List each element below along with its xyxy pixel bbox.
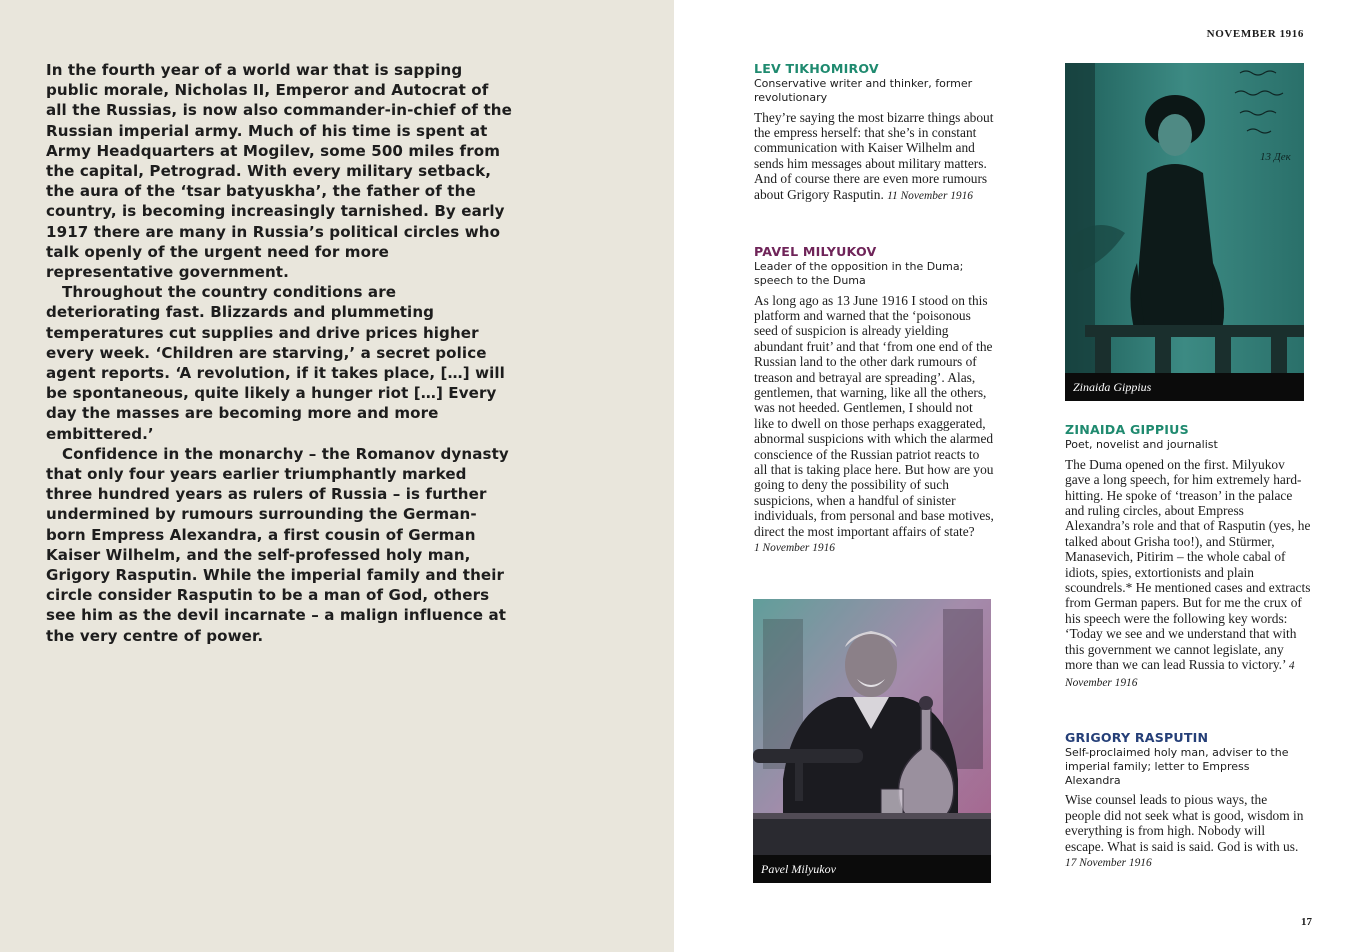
entry-date: 4 November 1916 bbox=[1065, 660, 1295, 690]
quote-text: The Duma opened on the first. Milyukov gave a long speech, for him extremely hard-hitting. He spoke of ‘treason’ in the palace and ruling circles, about Empress Alexandra’s role and that of Rasputin (yes, he talked about Grisha too!), and Stürmer, Manasevich, Pitirim – the whole cabal of idiots, spies, extortionists and plain scoundrels.* He mentioned cases and extracts from German papers. But for me the crux of his speech were the following key words: ‘Today we see and we understand that with this government we cannot legislate, any more than we can lead Russia to victory.’ bbox=[1065, 456, 1311, 673]
right-page bbox=[674, 0, 1348, 952]
running-head: NOVEMBER 1916 bbox=[1206, 28, 1304, 40]
intro-paragraph: In the fourth year of a world war that is sapping public morale, Nicholas II, Emperor and Autocrat of all the Russias, is now also commander-in-chief of the Russian imperial army. Much of his time is spent at Army Headquarters at Mogilev, some 500 miles from the capital, Petrograd. With every military setback, the aura of the ‘tsar batyuskha’, the father of the country, is becoming increasingly tarnished. By early 1917 there are many in Russia’s political circles who talk openly of the urgent need for more representative government. bbox=[46, 61, 512, 282]
photo-inscription: 13 Дек bbox=[1260, 151, 1291, 163]
entry-role: Poet, novelist and journalist bbox=[1065, 438, 1218, 451]
quote-text: As long ago as 13 June 1916 I stood on this platform and warned that the ‘poisonous seed of suspicion is already yielding abundant fruit’ and that ‘from one end of the Russian land to the other dark rumours of treason and betrayal are spreading’. Alas, gentlemen, that warning, like all the others, was not heeded. Gentlemen, I should not like to dwell on those perhaps exaggerated, abnormal suspicions with which the alarmed conscience of the Russian patriot reacts to all that is taking place here. But how are you going to deny the possibility of such suspicions, when a handful of sinister individuals, from personal and base motives, direct the most important affairs of state? bbox=[754, 292, 994, 539]
milyukov-photo-image bbox=[753, 599, 991, 883]
entry-quote bbox=[754, 293, 994, 557]
entry-gippius bbox=[1065, 422, 1311, 692]
entry-date: 17 November 1916 bbox=[1065, 857, 1152, 870]
photo-milyukov bbox=[753, 599, 991, 883]
page-number: 17 bbox=[1301, 916, 1312, 928]
intro-paragraph: Throughout the country conditions are deteriorating fast. Blizzards and plummeting temperatures cut supplies and drive prices higher every week. ‘Children are starving,’ a secret police agent reports. ‘A revolution, if it takes place, […] will be spontaneous, quite likely a hunger riot […] Every day the masses are becoming more and more embittered.’ bbox=[46, 283, 505, 443]
entry-quote bbox=[1065, 457, 1311, 692]
entry-role: Self-proclaimed holy man, adviser to the imperial family; letter to Empress Alexandra bbox=[1065, 746, 1289, 787]
entry-role: Conservative writer and thinker, former revolutionary bbox=[754, 77, 973, 104]
entry-milyukov bbox=[754, 244, 994, 557]
gippius-photo-image bbox=[1065, 63, 1304, 401]
intro-paragraph: Confidence in the monarchy – the Romanov dynasty that only four years earlier triumphantly marked three hundred years as rulers of Russia – is further undermined by rumours surrounding the German-born Empress Alexandra, a first cousin of German Kaiser Wilhelm, and the self-professed holy man, Grigory Rasputin. While the imperial family and their circle consider Rasputin to be a man of God, others see him as the devil incarnate – a malign influence at the very centre of power. bbox=[46, 444, 509, 645]
entry-name: LEV TIKHOMIROV bbox=[754, 61, 879, 76]
quote-text: They’re saying the most bizarre things about the empress herself: that she’s in constant communication with Kaiser Wilhelm and sends him messages about military matters. And of course there are even more rumours about Grigory Rasputin. bbox=[754, 109, 994, 202]
quote-text: Wise counsel leads to pious ways, the people did not seek what is good, wisdom in everything is from high. Nobody will escape. What is said is said. God is with us. bbox=[1065, 792, 1304, 854]
photo-gippius bbox=[1065, 63, 1304, 401]
entry-name: GRIGORY RASPUTIN bbox=[1065, 730, 1209, 745]
entry-rasputin bbox=[1065, 730, 1305, 871]
entry-date: 1 November 1916 bbox=[754, 542, 835, 555]
entry-quote bbox=[754, 110, 994, 204]
entry-tikhomirov bbox=[754, 61, 994, 204]
entry-date: 11 November 1916 bbox=[887, 189, 974, 202]
photo-caption: Zinaida Gippius bbox=[1065, 373, 1304, 401]
entry-name: PAVEL MILYUKOV bbox=[754, 244, 877, 259]
photo-caption: Pavel Milyukov bbox=[753, 855, 991, 883]
entry-role: Leader of the opposition in the Duma; speech to the Duma bbox=[754, 260, 964, 287]
entry-quote bbox=[1065, 792, 1305, 871]
entry-name: ZINAIDA GIPPIUS bbox=[1065, 422, 1189, 437]
intro-text bbox=[46, 60, 512, 646]
